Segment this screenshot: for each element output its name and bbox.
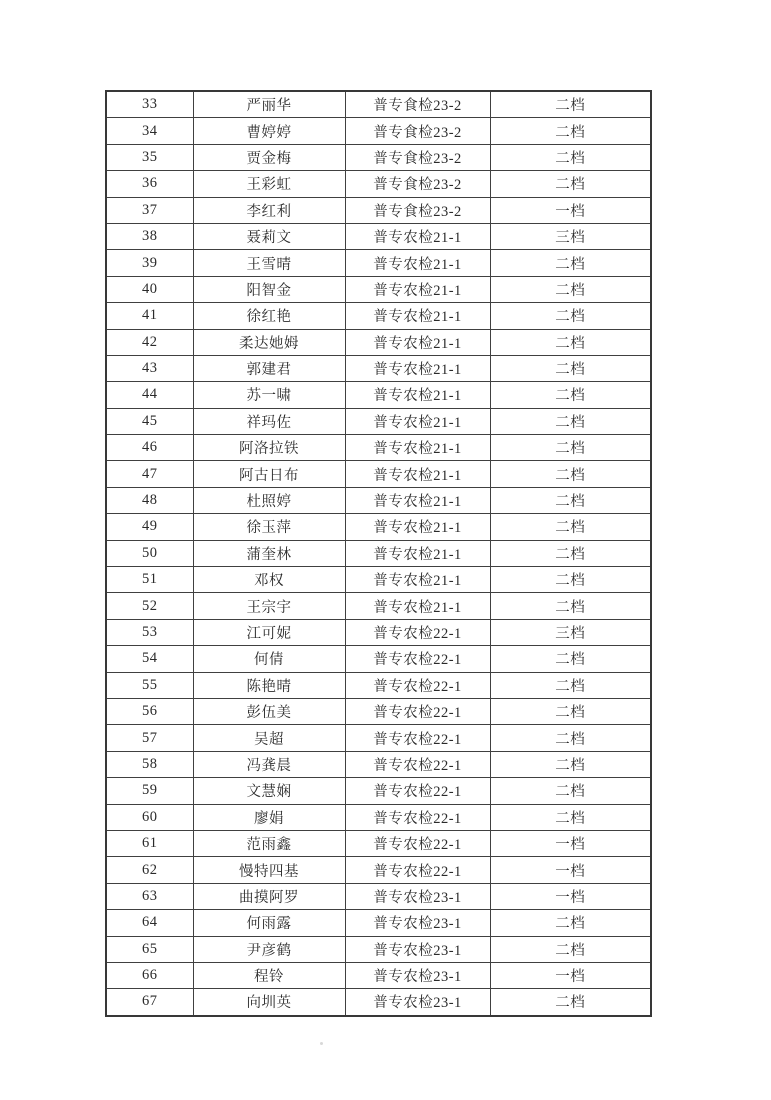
table-row xyxy=(106,936,651,962)
table-row xyxy=(106,540,651,566)
cell-name: 向圳英 xyxy=(193,989,345,1016)
cell-grade: 二档 xyxy=(490,567,651,593)
cell-name: 阿洛拉铁 xyxy=(193,435,345,461)
cell-class: 普专农检23-1 xyxy=(345,883,490,909)
cell-no: 37 xyxy=(106,197,193,223)
cell-class: 普专农检21-1 xyxy=(345,567,490,593)
cell-name: 邓权 xyxy=(193,567,345,593)
cell-no: 64 xyxy=(106,910,193,936)
cell-no: 66 xyxy=(106,962,193,988)
cell-grade: 二档 xyxy=(490,540,651,566)
cell-grade: 二档 xyxy=(490,487,651,513)
cell-class: 普专农检21-1 xyxy=(345,303,490,329)
cell-grade: 二档 xyxy=(490,250,651,276)
cell-name: 严丽华 xyxy=(193,91,345,118)
table-row xyxy=(106,804,651,830)
cell-name: 文慧娴 xyxy=(193,778,345,804)
cell-no: 54 xyxy=(106,646,193,672)
cell-no: 65 xyxy=(106,936,193,962)
cell-class: 普专农检22-1 xyxy=(345,804,490,830)
cell-name: 范雨鑫 xyxy=(193,830,345,856)
table-row xyxy=(106,672,651,698)
cell-no: 51 xyxy=(106,567,193,593)
cell-no: 33 xyxy=(106,91,193,118)
table-row xyxy=(106,883,651,909)
cell-name: 彭伍美 xyxy=(193,698,345,724)
cell-name: 何倩 xyxy=(193,646,345,672)
cell-no: 47 xyxy=(106,461,193,487)
cell-grade: 二档 xyxy=(490,989,651,1016)
table-row xyxy=(106,144,651,170)
cell-class: 普专农检22-1 xyxy=(345,725,490,751)
table-row xyxy=(106,698,651,724)
cell-name: 慢特四基 xyxy=(193,857,345,883)
grade-list-table xyxy=(105,90,652,1017)
cell-name: 徐红艳 xyxy=(193,303,345,329)
cell-name: 祥玛佐 xyxy=(193,408,345,434)
cell-grade: 二档 xyxy=(490,355,651,381)
cell-class: 普专农检21-1 xyxy=(345,540,490,566)
cell-no: 53 xyxy=(106,619,193,645)
cell-class: 普专农检21-1 xyxy=(345,593,490,619)
cell-grade: 二档 xyxy=(490,646,651,672)
cell-no: 43 xyxy=(106,355,193,381)
table-row xyxy=(106,461,651,487)
cell-no: 63 xyxy=(106,883,193,909)
cell-grade: 二档 xyxy=(490,725,651,751)
table-row xyxy=(106,725,651,751)
cell-name: 陈艳晴 xyxy=(193,672,345,698)
cell-class: 普专农检23-1 xyxy=(345,936,490,962)
cell-name: 冯龚晨 xyxy=(193,751,345,777)
cell-class: 普专农检21-1 xyxy=(345,435,490,461)
cell-grade: 二档 xyxy=(490,382,651,408)
cell-grade: 二档 xyxy=(490,672,651,698)
cell-class: 普专农检21-1 xyxy=(345,514,490,540)
cell-class: 普专农检21-1 xyxy=(345,276,490,302)
cell-class: 普专农检21-1 xyxy=(345,329,490,355)
cell-class: 普专食检23-2 xyxy=(345,197,490,223)
cell-grade: 一档 xyxy=(490,857,651,883)
table-body xyxy=(106,91,651,1016)
cell-class: 普专食检23-2 xyxy=(345,118,490,144)
cell-name: 聂莉文 xyxy=(193,223,345,249)
table-row xyxy=(106,329,651,355)
cell-class: 普专农检21-1 xyxy=(345,487,490,513)
cell-grade: 三档 xyxy=(490,223,651,249)
table-row xyxy=(106,514,651,540)
cell-grade: 一档 xyxy=(490,197,651,223)
cell-class: 普专农检22-1 xyxy=(345,857,490,883)
cell-class: 普专农检22-1 xyxy=(345,672,490,698)
cell-name: 曹婷婷 xyxy=(193,118,345,144)
cell-class: 普专农检23-1 xyxy=(345,962,490,988)
cell-grade: 二档 xyxy=(490,303,651,329)
cell-class: 普专农检21-1 xyxy=(345,223,490,249)
cell-class: 普专农检21-1 xyxy=(345,461,490,487)
cell-class: 普专农检21-1 xyxy=(345,250,490,276)
cell-grade: 二档 xyxy=(490,171,651,197)
cell-class: 普专农检22-1 xyxy=(345,646,490,672)
cell-class: 普专农检22-1 xyxy=(345,619,490,645)
cell-no: 35 xyxy=(106,144,193,170)
cell-name: 曲摸阿罗 xyxy=(193,883,345,909)
cell-grade: 二档 xyxy=(490,144,651,170)
cell-class: 普专农检22-1 xyxy=(345,778,490,804)
cell-no: 36 xyxy=(106,171,193,197)
table-row xyxy=(106,250,651,276)
cell-grade: 二档 xyxy=(490,408,651,434)
table-row xyxy=(106,593,651,619)
cell-grade: 一档 xyxy=(490,830,651,856)
cell-no: 49 xyxy=(106,514,193,540)
cell-grade: 一档 xyxy=(490,883,651,909)
cell-grade: 一档 xyxy=(490,962,651,988)
cell-class: 普专农检21-1 xyxy=(345,355,490,381)
cell-no: 38 xyxy=(106,223,193,249)
table-row xyxy=(106,989,651,1016)
cell-no: 59 xyxy=(106,778,193,804)
cell-no: 34 xyxy=(106,118,193,144)
cell-no: 62 xyxy=(106,857,193,883)
cell-name: 江可妮 xyxy=(193,619,345,645)
table-row xyxy=(106,962,651,988)
cell-no: 44 xyxy=(106,382,193,408)
cell-name: 吴超 xyxy=(193,725,345,751)
cell-class: 普专农检23-1 xyxy=(345,989,490,1016)
cell-class: 普专农检21-1 xyxy=(345,408,490,434)
cell-grade: 二档 xyxy=(490,804,651,830)
cell-no: 57 xyxy=(106,725,193,751)
cell-grade: 二档 xyxy=(490,276,651,302)
table-row xyxy=(106,408,651,434)
cell-name: 蒲奎林 xyxy=(193,540,345,566)
cell-no: 60 xyxy=(106,804,193,830)
cell-grade: 二档 xyxy=(490,751,651,777)
cell-no: 67 xyxy=(106,989,193,1016)
table-row xyxy=(106,830,651,856)
cell-name: 李红利 xyxy=(193,197,345,223)
cell-no: 58 xyxy=(106,751,193,777)
cell-no: 52 xyxy=(106,593,193,619)
cell-grade: 二档 xyxy=(490,435,651,461)
cell-no: 56 xyxy=(106,698,193,724)
cell-name: 尹彦鹤 xyxy=(193,936,345,962)
table-row xyxy=(106,567,651,593)
cell-no: 55 xyxy=(106,672,193,698)
cell-class: 普专农检23-1 xyxy=(345,910,490,936)
table-row xyxy=(106,487,651,513)
cell-name: 徐玉萍 xyxy=(193,514,345,540)
table-row xyxy=(106,857,651,883)
cell-grade: 二档 xyxy=(490,118,651,144)
cell-grade: 二档 xyxy=(490,778,651,804)
cell-class: 普专农检22-1 xyxy=(345,751,490,777)
cell-name: 程铃 xyxy=(193,962,345,988)
cell-name: 贾金梅 xyxy=(193,144,345,170)
table-row xyxy=(106,910,651,936)
cell-class: 普专农检21-1 xyxy=(345,382,490,408)
table-row xyxy=(106,778,651,804)
cell-class: 普专食检23-2 xyxy=(345,171,490,197)
cell-name: 柔达她姆 xyxy=(193,329,345,355)
cell-grade: 二档 xyxy=(490,910,651,936)
cell-grade: 二档 xyxy=(490,329,651,355)
cell-name: 何雨露 xyxy=(193,910,345,936)
table-row xyxy=(106,171,651,197)
cell-grade: 三档 xyxy=(490,619,651,645)
cell-no: 61 xyxy=(106,830,193,856)
cell-name: 苏一啸 xyxy=(193,382,345,408)
table-row xyxy=(106,197,651,223)
table-row xyxy=(106,276,651,302)
cell-grade: 二档 xyxy=(490,936,651,962)
cell-name: 王雪晴 xyxy=(193,250,345,276)
cell-name: 阿古日布 xyxy=(193,461,345,487)
cell-name: 王彩虹 xyxy=(193,171,345,197)
cell-no: 40 xyxy=(106,276,193,302)
cell-name: 王宗宇 xyxy=(193,593,345,619)
cell-grade: 二档 xyxy=(490,91,651,118)
cell-grade: 二档 xyxy=(490,514,651,540)
table-row xyxy=(106,435,651,461)
cell-no: 41 xyxy=(106,303,193,329)
table-row xyxy=(106,619,651,645)
table-row xyxy=(106,223,651,249)
cell-no: 42 xyxy=(106,329,193,355)
table-row xyxy=(106,646,651,672)
cell-name: 杜照婷 xyxy=(193,487,345,513)
cell-no: 50 xyxy=(106,540,193,566)
cell-no: 48 xyxy=(106,487,193,513)
cell-grade: 二档 xyxy=(490,461,651,487)
table-row xyxy=(106,303,651,329)
cell-name: 郭建君 xyxy=(193,355,345,381)
table-row xyxy=(106,751,651,777)
table-row xyxy=(106,118,651,144)
cell-no: 46 xyxy=(106,435,193,461)
cell-grade: 二档 xyxy=(490,698,651,724)
cell-grade: 二档 xyxy=(490,593,651,619)
cell-no: 39 xyxy=(106,250,193,276)
cell-name: 阳智金 xyxy=(193,276,345,302)
table-row xyxy=(106,91,651,118)
scan-artifact-speck xyxy=(320,1042,323,1045)
cell-class: 普专农检22-1 xyxy=(345,698,490,724)
cell-class: 普专食检23-2 xyxy=(345,91,490,118)
cell-name: 廖娟 xyxy=(193,804,345,830)
table-row xyxy=(106,382,651,408)
cell-class: 普专食检23-2 xyxy=(345,144,490,170)
cell-class: 普专农检22-1 xyxy=(345,830,490,856)
cell-no: 45 xyxy=(106,408,193,434)
table-row xyxy=(106,355,651,381)
